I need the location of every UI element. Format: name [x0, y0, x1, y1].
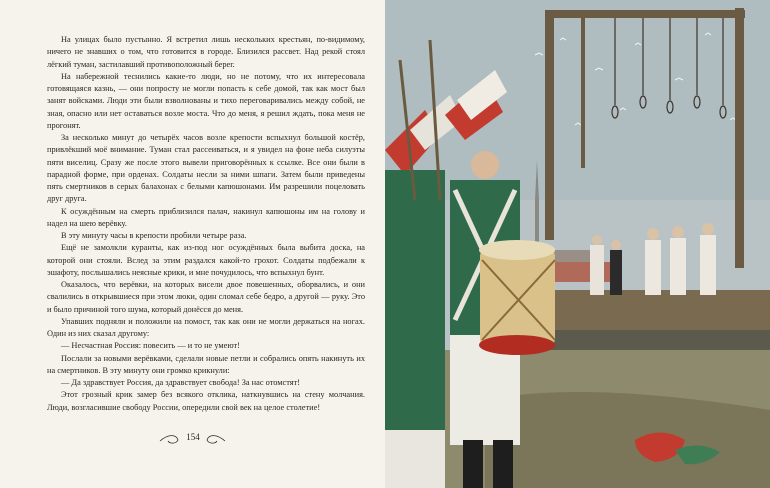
paragraph: В эту минуту часы в крепости пробили четыре раза. [61, 231, 247, 240]
page-number: 154 [186, 432, 200, 442]
paragraph: — Да здравствует Россия, да здравствует свобода! За нас отомстят! [61, 378, 301, 387]
paragraph: — Несчастная Россия: повесить — и то не умеют! [61, 341, 240, 351]
paragraph: Послали за новыми верёвками, сделали новые петли и собрались опять накинуть их на смертников. В эту минуту они громко крикнули: [47, 353, 365, 375]
execution-illustration [385, 0, 770, 488]
left-flourish-icon [160, 436, 178, 444]
scaffold-platform [535, 290, 770, 330]
right-flourish-icon [207, 436, 225, 444]
paragraph: Ещё не замолкли куранты, как из-под ног осуждённых была выбита доска, на которой они стояли. Вслед за этим раздался какой-то грохот. Солдаты подбежали к эшафоту, послышались неясные крики, и мне почудилось, что вспыхнул бунт. [47, 243, 365, 277]
paragraph: За несколько минут до четырёх часов возле крепости вспыхнул большой костёр, привлёкший моё внимание. Туман стал рассеиваться, и я увидел на фоне неба силуэты пяти виселиц. Сразу же после этого вывели приговорённых к ссылке. Все они были в парадной форме, при орденах. Солдаты несли за ними шпаги. Затем были приведены пять смертников в серых балахонах с белыми капюшонами. Им разрешили поцеловать друг друга. [47, 133, 365, 204]
drum [479, 240, 555, 355]
paragraph: Упавших подняли и положили на помост, так как они не могли держаться на ногах. Один из них сказал другому: [47, 316, 365, 338]
ground-shadow [485, 392, 770, 488]
paragraph: Этот грозный крик замер без всякого отклика, наткнувшись на стену молчания. Люди, возгласившие свободу России, опередили свой век на целое столетие! [47, 390, 365, 412]
paragraph: На набережной теснились какие-то люди, но не потому, что их интересовала готовящаяся казнь, — они попросту не могли попасть к себе домой, так как мост был занят войсками. Люди эти были взволнованы и тихо переговаривались между собой, не зная, опасно или нет оставаться возле моста. Что до меня, я решил ждать, пока меня не прогонят. [47, 71, 365, 130]
paragraph: Оказалось, что верёвки, на которых висели двое повешенных, оборвались, и они свалились в открывшиеся при этом люки, один сломал себе бедро, а другой — руку. Это и было причиной того шума, который донёсся до меня. [47, 280, 365, 314]
paragraph: На улицах было пустынно. Я встретил лишь нескольких крестьян, по-видимому, ничего не знавших о том, что готовится в городе. Близился рассвет. Над рекой стоял лёгкий туман, застилавший противоположный берег. [47, 35, 365, 69]
story-text [47, 34, 365, 414]
drummer-face [471, 151, 499, 179]
page-footer [0, 430, 385, 450]
illustration-page [385, 0, 770, 488]
paragraph: К осуждённым на смерть приблизился палач, накинул капюшоны им на голову и надел на шею верёвку. [47, 206, 365, 228]
